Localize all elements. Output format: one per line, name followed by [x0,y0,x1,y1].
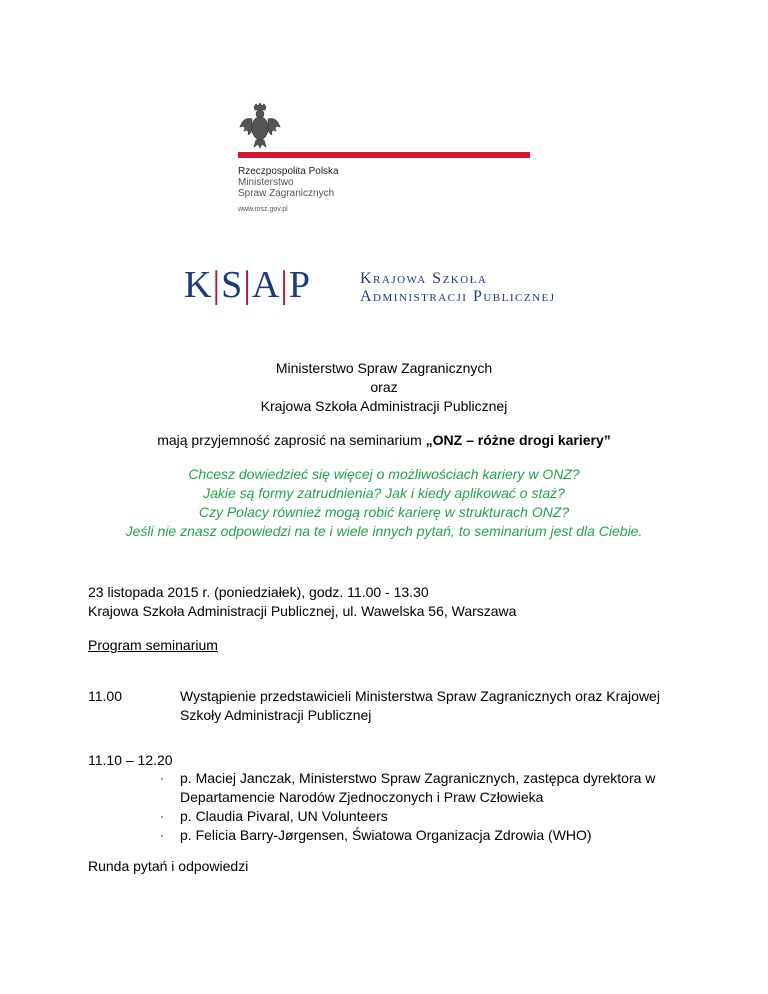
seminar-title: „ONZ – różne drogi kariery” [425,432,611,448]
question-1: Chcesz dowiedzieć się więcej o możliwościach kariery w ONZ? [188,466,580,482]
ksap-separator: | [280,264,289,306]
slot-1-desc-line2: Szkoły Administracji Publicznej [180,707,372,723]
bullet-icon: · [160,771,164,785]
ksap-name-line1: Krajowa Szkoła [360,270,488,287]
organizer-1: Ministerstwo Spraw Zagranicznych [275,360,493,376]
organizer-2: Krajowa Szkoła Administracji Publicznej [260,398,508,414]
closing-item: Runda pytań i odpowiedzi [88,858,249,874]
slot-2-time: 11.10 – 12.20 [88,752,173,768]
invitation-line [0,431,768,450]
ksap-name-line2: Administracji Publicznej [360,288,556,305]
ksap-separator: | [212,264,222,306]
question-2: Jakie są formy zatrudnienia? Jak i kiedy aplikować o staż? [203,485,565,501]
bullet-icon: · [160,809,164,823]
question-3: Czy Polacy również mogą robić karierę w strukturach ONZ? [198,504,570,520]
speaker-1-line2: Departamencie Narodów Zjednoczonych i Praw Człowieka [180,789,544,805]
msz-red-bar [238,152,530,158]
slot-1-time: 11.00 [88,688,122,704]
slot-1-desc-line1: Wystąpienie przedstawicieli Ministerstwa Spraw Zagranicznych oraz Krajowej [180,688,660,704]
ksap-letter-p: P [288,264,312,306]
invitation-prefix: mają przyjemność zaprosić na seminarium [157,432,426,448]
program-heading: Program seminarium [88,637,218,653]
msz-line-ministry: Ministerstwo [238,177,294,188]
bullet-icon: · [160,828,164,842]
polish-eagle-emblem-icon [238,103,282,149]
event-place: Krajowa Szkoła Administracji Publicznej, ul. Wawelska 56, Warszawa [88,603,517,619]
ksap-separator: | [243,264,252,306]
event-date: 23 listopada 2015 r. (poniedziałek), godz. 11.00 - 13.30 [88,584,429,600]
speaker-3: p. Felicia Barry-Jørgensen, Światowa Organizacja Zdrowia (WHO) [180,827,592,843]
ksap-letter-k: K [184,264,213,306]
ksap-letter-s: S [221,264,244,306]
speaker-1-line1: p. Maciej Janczak, Ministerstwo Spraw Zagranicznych, zastępca dyrektora w [180,770,656,786]
msz-line-foreign-affairs: Spraw Zagranicznych [238,188,335,199]
ksap-logo [184,263,311,307]
msz-website-link[interactable]: www.msz.gov.pl [238,206,288,213]
msz-line-country: Rzeczpospolita Polska [238,166,339,177]
question-4: Jeśli nie znasz odpowiedzi na te i wiele innych pytań, to seminarium jest dla Ciebie. [125,523,643,539]
speaker-2: p. Claudia Pivaral, UN Volunteers [180,808,388,824]
organizer-conjunction: oraz [370,379,398,395]
ksap-letter-a: A [251,264,281,306]
